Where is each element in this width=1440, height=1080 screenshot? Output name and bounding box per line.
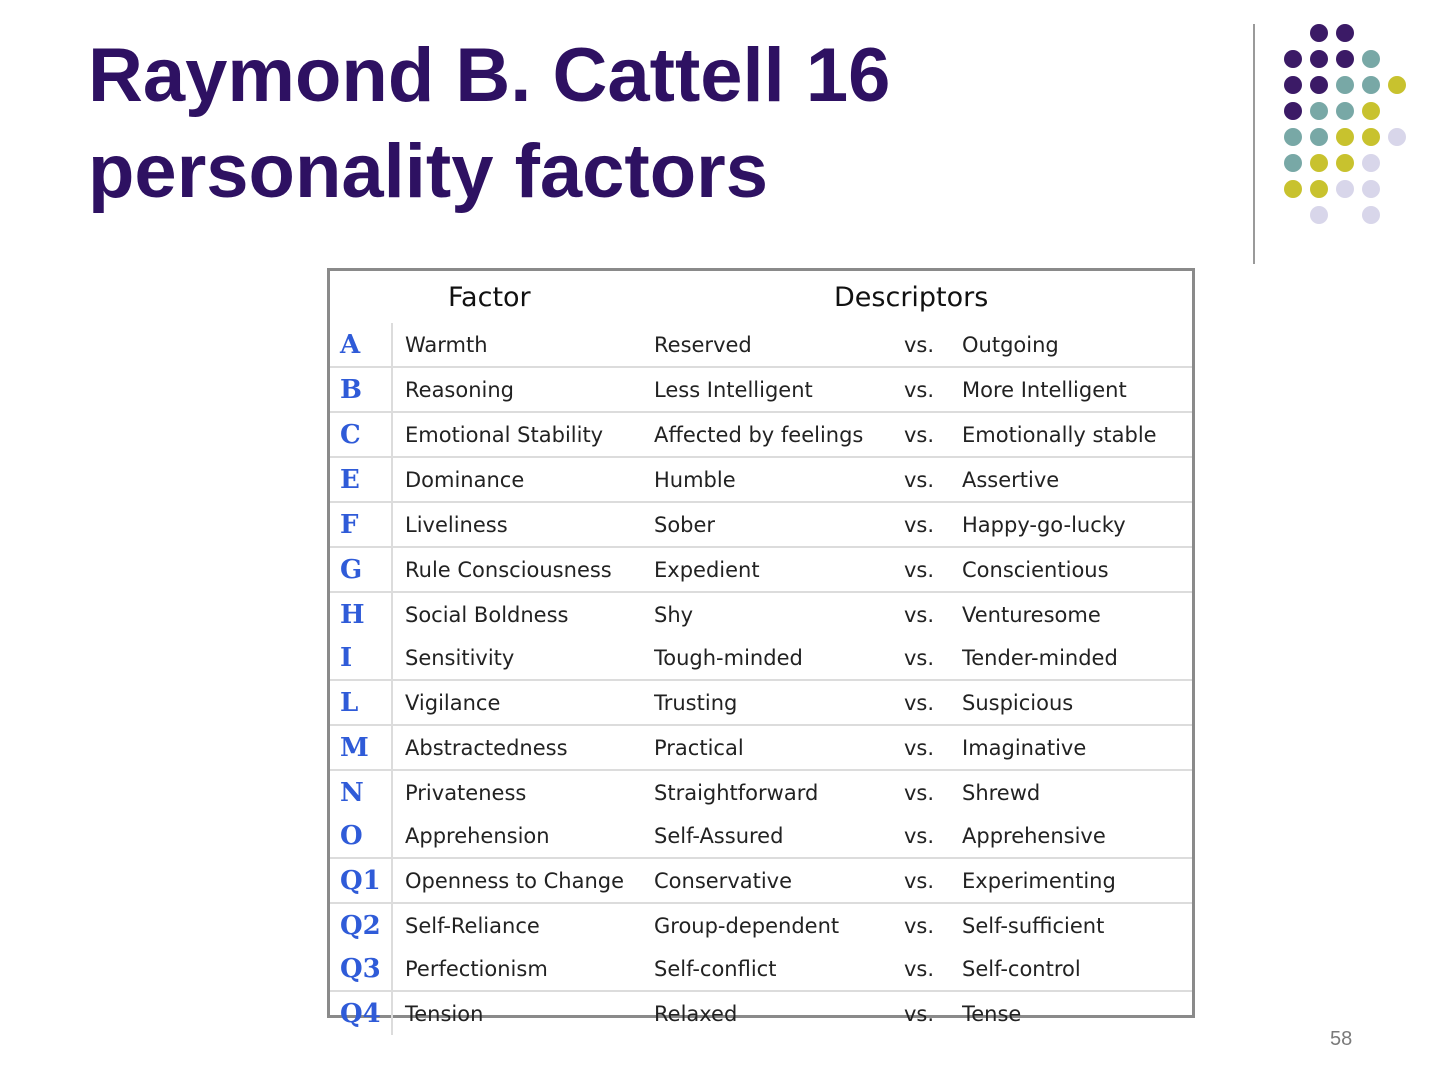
- slide-title-line-2: personality factors: [88, 129, 768, 214]
- factor-code: Q1: [330, 858, 392, 903]
- decorative-dot: [1284, 50, 1302, 68]
- decorative-dot: [1310, 76, 1328, 94]
- table-row: [330, 592, 1192, 636]
- decorative-dot: [1284, 154, 1302, 172]
- descriptor-low: Practical: [654, 725, 904, 770]
- descriptor-high: Suspicious: [962, 680, 1192, 725]
- decorative-dot: [1336, 128, 1354, 146]
- factor-code: A: [330, 323, 392, 367]
- versus-label: vs.: [904, 592, 962, 636]
- decorative-dot: [1284, 128, 1302, 146]
- header-factor: Factor: [448, 281, 531, 313]
- factor-name: Openness to Change: [392, 858, 654, 903]
- decorative-dot: [1362, 102, 1380, 120]
- versus-label: vs.: [904, 903, 962, 947]
- descriptor-high: Shrewd: [962, 770, 1192, 814]
- factor-name: Tension: [392, 991, 654, 1035]
- table-row: [330, 725, 1192, 770]
- versus-label: vs.: [904, 502, 962, 547]
- versus-label: vs.: [904, 770, 962, 814]
- factor-table: [330, 271, 1192, 1035]
- descriptor-low: Humble: [654, 457, 904, 502]
- versus-label: vs.: [904, 645, 935, 670]
- decorative-dot: [1362, 76, 1380, 94]
- table-row: [330, 323, 1192, 367]
- descriptor-high: Imaginative: [962, 725, 1192, 770]
- descriptor-low: Shy: [654, 592, 904, 636]
- decorative-dot: [1362, 154, 1380, 172]
- decorative-dot: [1310, 24, 1328, 42]
- descriptor-high: Outgoing: [962, 332, 1059, 357]
- factor-code: C: [330, 412, 392, 457]
- factor-code: F: [330, 502, 392, 547]
- descriptor-high: Tense: [962, 991, 1192, 1035]
- versus-label: vs.: [904, 725, 962, 770]
- factor-code: I: [330, 636, 392, 680]
- descriptor-low: Tough-minded: [654, 645, 803, 670]
- decorative-dot: [1310, 128, 1328, 146]
- versus-label: vs.: [904, 991, 962, 1035]
- descriptor-low: Self-conflict: [654, 956, 777, 981]
- factor-name: Emotional Stability: [392, 412, 654, 457]
- versus-label: vs.: [904, 367, 962, 412]
- descriptor-high: Self-control: [962, 956, 1081, 981]
- factor-name: Warmth: [405, 332, 488, 357]
- descriptor-high: Experimenting: [962, 858, 1192, 903]
- table-row: [330, 636, 1192, 680]
- factor-code: H: [330, 592, 392, 636]
- versus-label: vs.: [904, 332, 935, 357]
- decorative-dot: [1362, 50, 1380, 68]
- factor-name: Perfectionism: [405, 956, 548, 981]
- decorative-dot: [1336, 24, 1354, 42]
- decorative-dot: [1362, 206, 1380, 224]
- factor-name: Social Boldness: [392, 592, 654, 636]
- page-number: 58: [1330, 1028, 1353, 1050]
- decorative-dot: [1336, 180, 1354, 198]
- decorative-dot: [1388, 128, 1406, 146]
- table-header-row: [330, 271, 1192, 323]
- slide-title-line-1: Raymond B. Cattell 16: [88, 33, 891, 118]
- factor-code: G: [330, 547, 392, 592]
- factor-code: L: [330, 680, 392, 725]
- table-row: [330, 903, 1192, 947]
- decorative-dot: [1336, 154, 1354, 172]
- factor-name: Sensitivity: [405, 645, 515, 670]
- decorative-dot: [1336, 102, 1354, 120]
- factor-name: Vigilance: [392, 680, 654, 725]
- factor-code: M: [330, 725, 392, 770]
- factor-name: Liveliness: [392, 502, 654, 547]
- descriptor-high: Emotionally stable: [962, 412, 1192, 457]
- slide-title: [88, 28, 890, 220]
- decorative-dot: [1388, 76, 1406, 94]
- table-row: [330, 457, 1192, 502]
- descriptor-low: Conservative: [654, 858, 904, 903]
- table-row: [330, 367, 1192, 412]
- decorative-dot: [1362, 128, 1380, 146]
- versus-label: vs.: [904, 956, 935, 981]
- factor-code: N: [330, 770, 392, 814]
- descriptor-low: Group-dependent: [654, 903, 904, 947]
- descriptor-high: Assertive: [962, 457, 1192, 502]
- table-row: [330, 814, 1192, 858]
- descriptor-low: Affected by feelings: [654, 412, 904, 457]
- factor-name: Dominance: [392, 457, 654, 502]
- versus-label: vs.: [904, 680, 962, 725]
- header-descriptors: Descriptors: [834, 281, 989, 313]
- factor-table-frame: [327, 268, 1195, 1029]
- descriptor-high: Venturesome: [962, 592, 1192, 636]
- factor-name: Privateness: [392, 770, 654, 814]
- descriptor-low: Expedient: [654, 547, 904, 592]
- dot-grid-icon: [1276, 20, 1416, 236]
- table-row: [330, 412, 1192, 457]
- factor-name: Apprehension: [405, 823, 550, 848]
- factor-name: Reasoning: [392, 367, 654, 412]
- versus-label: vs.: [904, 547, 962, 592]
- decorative-dot: [1336, 76, 1354, 94]
- factor-code: Q2: [330, 903, 392, 947]
- factor-code: Q3: [330, 947, 392, 991]
- descriptor-high: More Intelligent: [962, 367, 1192, 412]
- factor-code: B: [330, 367, 392, 412]
- descriptor-low: Self-Assured: [654, 823, 784, 848]
- descriptor-low: Straightforward: [654, 770, 904, 814]
- decorative-dot: [1284, 180, 1302, 198]
- vertical-divider: [1253, 24, 1255, 264]
- factor-name: Rule Consciousness: [392, 547, 654, 592]
- descriptor-low: Less Intelligent: [654, 367, 904, 412]
- decorative-dot: [1284, 102, 1302, 120]
- table-row: [330, 770, 1192, 814]
- descriptor-high: Happy-go-lucky: [962, 502, 1192, 547]
- versus-label: vs.: [904, 412, 962, 457]
- descriptor-low: Relaxed: [654, 991, 904, 1035]
- decorative-dot: [1310, 206, 1328, 224]
- table-row: [330, 947, 1192, 991]
- descriptor-high: Self-sufficient: [962, 903, 1192, 947]
- descriptor-high: Tender-minded: [962, 645, 1118, 670]
- versus-label: vs.: [904, 858, 962, 903]
- descriptor-high: Conscientious: [962, 547, 1192, 592]
- table-row: [330, 858, 1192, 903]
- decorative-dot: [1310, 50, 1328, 68]
- descriptor-low: Reserved: [654, 332, 752, 357]
- factor-code: Q4: [330, 991, 392, 1035]
- decorative-dot: [1310, 102, 1328, 120]
- descriptor-low: Sober: [654, 502, 904, 547]
- decorative-dot: [1310, 180, 1328, 198]
- factor-code: O: [330, 814, 392, 858]
- versus-label: vs.: [904, 823, 935, 848]
- factor-name: Self-Reliance: [392, 903, 654, 947]
- decorative-dot: [1362, 180, 1380, 198]
- factor-name: Abstractedness: [392, 725, 654, 770]
- decorative-dot: [1284, 76, 1302, 94]
- versus-label: vs.: [904, 457, 962, 502]
- descriptor-low: Trusting: [654, 680, 904, 725]
- table-row: [330, 991, 1192, 1035]
- factor-code: E: [330, 457, 392, 502]
- decorative-dot: [1336, 50, 1354, 68]
- decorative-dot: [1310, 154, 1328, 172]
- table-row: [330, 680, 1192, 725]
- table-row: [330, 502, 1192, 547]
- descriptor-high: Apprehensive: [962, 823, 1106, 848]
- table-row: [330, 547, 1192, 592]
